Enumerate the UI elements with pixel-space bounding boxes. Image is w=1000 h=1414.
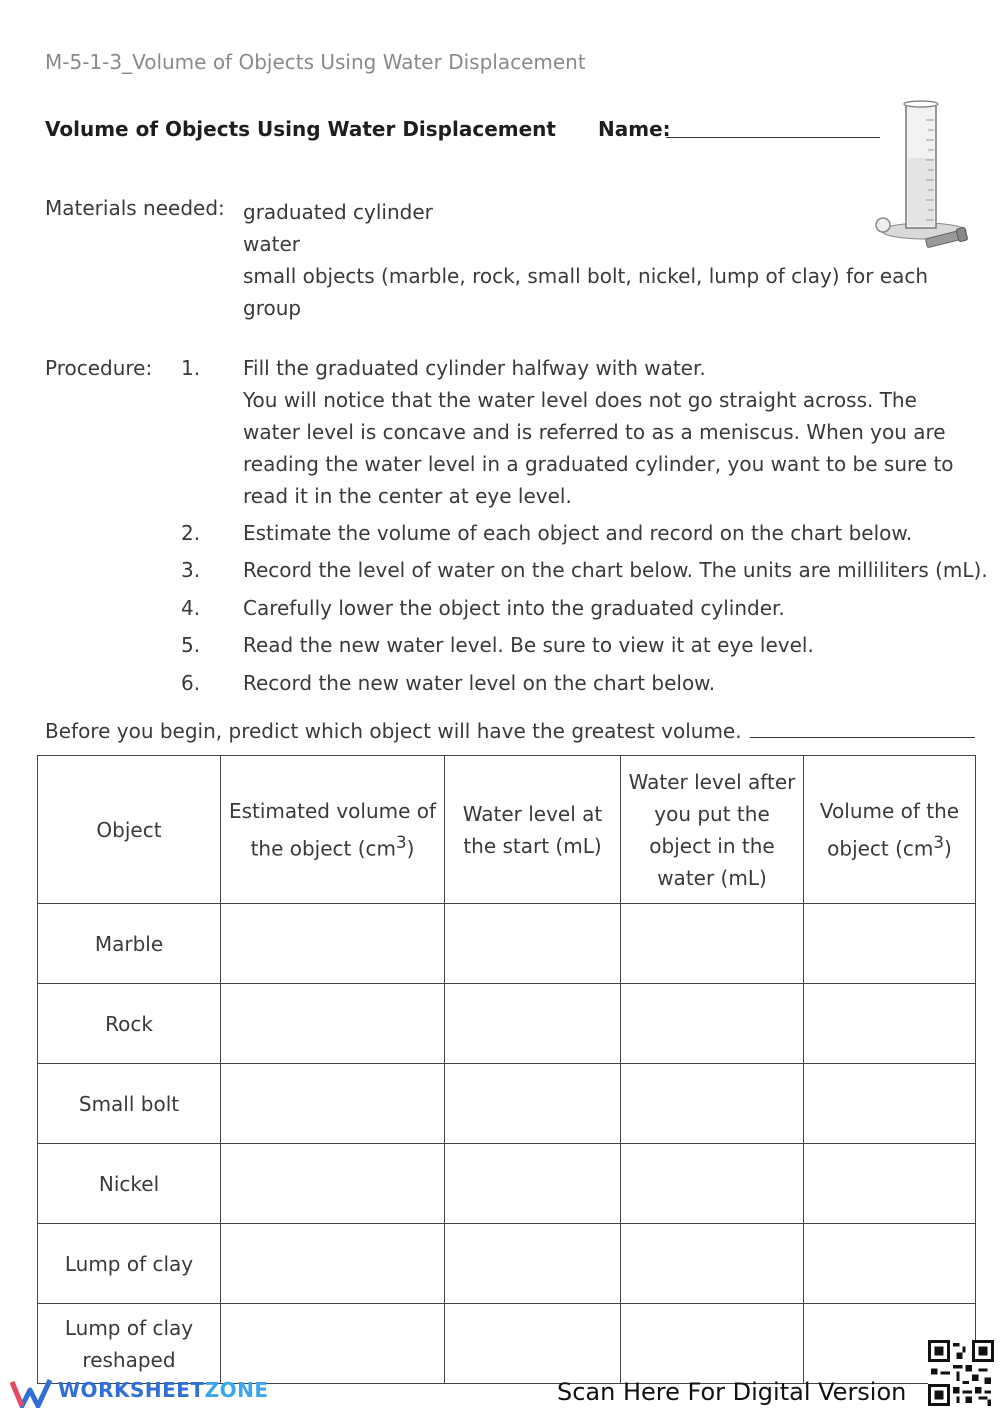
document-id: M-5-1-3_Volume of Objects Using Water Displacement [45, 50, 586, 74]
row-object: Lump of clay [38, 1224, 221, 1304]
step-text: Fill the graduated cylinder halfway with water. [243, 356, 706, 380]
worksheet-zone-logo-icon [10, 1378, 52, 1408]
answer-cell[interactable] [445, 1064, 621, 1144]
prediction-answer-field[interactable] [750, 737, 975, 738]
header-object: Object [38, 756, 221, 904]
answer-cell[interactable] [804, 984, 976, 1064]
row-object: Lump of clay reshaped [38, 1304, 221, 1384]
brand-logo: WORKSHEETZONE [58, 1378, 269, 1402]
table-row [38, 1304, 976, 1384]
answer-cell[interactable] [804, 1064, 976, 1144]
header-object-volume: Volume of the object $(cm^3)$ [804, 756, 976, 904]
prediction-prompt: Before you begin, predict which object will have the greatest volume. [45, 719, 742, 743]
answer-cell[interactable] [804, 1224, 976, 1304]
table-row [38, 1064, 976, 1144]
answer-cell[interactable] [221, 984, 445, 1064]
step-note: You will notice that the water level does not go straight across. The water level is concave and is referred to as a meniscus. When you are reading the water level in a graduated cylinder, you want to be sure to read it in the center at eye level. [243, 388, 954, 508]
scan-caption: Scan Here For Digital Version [557, 1378, 907, 1406]
step-text: Record the new water level on the chart below. [243, 671, 716, 695]
step-text: Estimate the volume of each object and record on the chart below. [243, 521, 913, 545]
step-number: 5. [181, 633, 201, 657]
step-number: 1. [181, 356, 201, 380]
answer-cell[interactable] [804, 904, 976, 984]
step-number: 2. [181, 521, 201, 545]
qr-code-icon[interactable] [928, 1340, 994, 1406]
answer-cell[interactable] [221, 1064, 445, 1144]
answer-cell[interactable] [445, 984, 621, 1064]
list-item: water [243, 232, 300, 256]
procedure-step [243, 352, 983, 512]
answer-cell[interactable] [221, 1144, 445, 1224]
header-water-start: Water level at the start (mL) [445, 756, 621, 904]
list-item: graduated cylinder [243, 200, 433, 224]
table-header-row [38, 756, 976, 904]
list-item: small objects (marble, rock, small bolt, nickel, lump of clay) for each group [243, 264, 929, 320]
answer-cell[interactable] [621, 1224, 804, 1304]
answer-cell[interactable] [445, 1224, 621, 1304]
data-table [37, 755, 976, 1384]
step-text: Read the new water level. Be sure to view it at eye level. [243, 633, 814, 657]
header-water-after: Water level after you put the object in the water (mL) [621, 756, 804, 904]
answer-cell[interactable] [221, 1224, 445, 1304]
answer-cell[interactable] [621, 1144, 804, 1224]
table-row [38, 1144, 976, 1224]
step-text: Record the level of water on the chart below. The units are milliliters (mL). [243, 558, 988, 582]
table-row [38, 984, 976, 1064]
answer-cell[interactable] [445, 1144, 621, 1224]
header-estimated-volume: Estimated volume of the object $(cm^3)$ [221, 756, 445, 904]
answer-cell[interactable] [621, 984, 804, 1064]
step-text: Carefully lower the object into the graduated cylinder. [243, 596, 785, 620]
materials-label: Materials needed: [45, 196, 225, 220]
answer-cell[interactable] [804, 1144, 976, 1224]
materials-list [243, 196, 953, 324]
answer-cell[interactable] [621, 1304, 804, 1384]
table-row [38, 1224, 976, 1304]
table-row [38, 904, 976, 984]
row-object: Rock [38, 984, 221, 1064]
name-field[interactable] [666, 137, 880, 138]
row-object: Nickel [38, 1144, 221, 1224]
answer-cell[interactable] [621, 904, 804, 984]
worksheet-title: Volume of Objects Using Water Displacement [45, 117, 556, 141]
name-label: Name: [598, 117, 671, 141]
answer-cell[interactable] [445, 904, 621, 984]
step-number: 4. [181, 596, 201, 620]
step-number: 6. [181, 671, 201, 695]
procedure-label: Procedure: [45, 356, 153, 380]
step-number: 3. [181, 558, 201, 582]
answer-cell[interactable] [621, 1064, 804, 1144]
answer-cell[interactable] [221, 904, 445, 984]
answer-cell[interactable] [221, 1304, 445, 1384]
row-object: Small bolt [38, 1064, 221, 1144]
row-object: Marble [38, 904, 221, 984]
answer-cell[interactable] [445, 1304, 621, 1384]
